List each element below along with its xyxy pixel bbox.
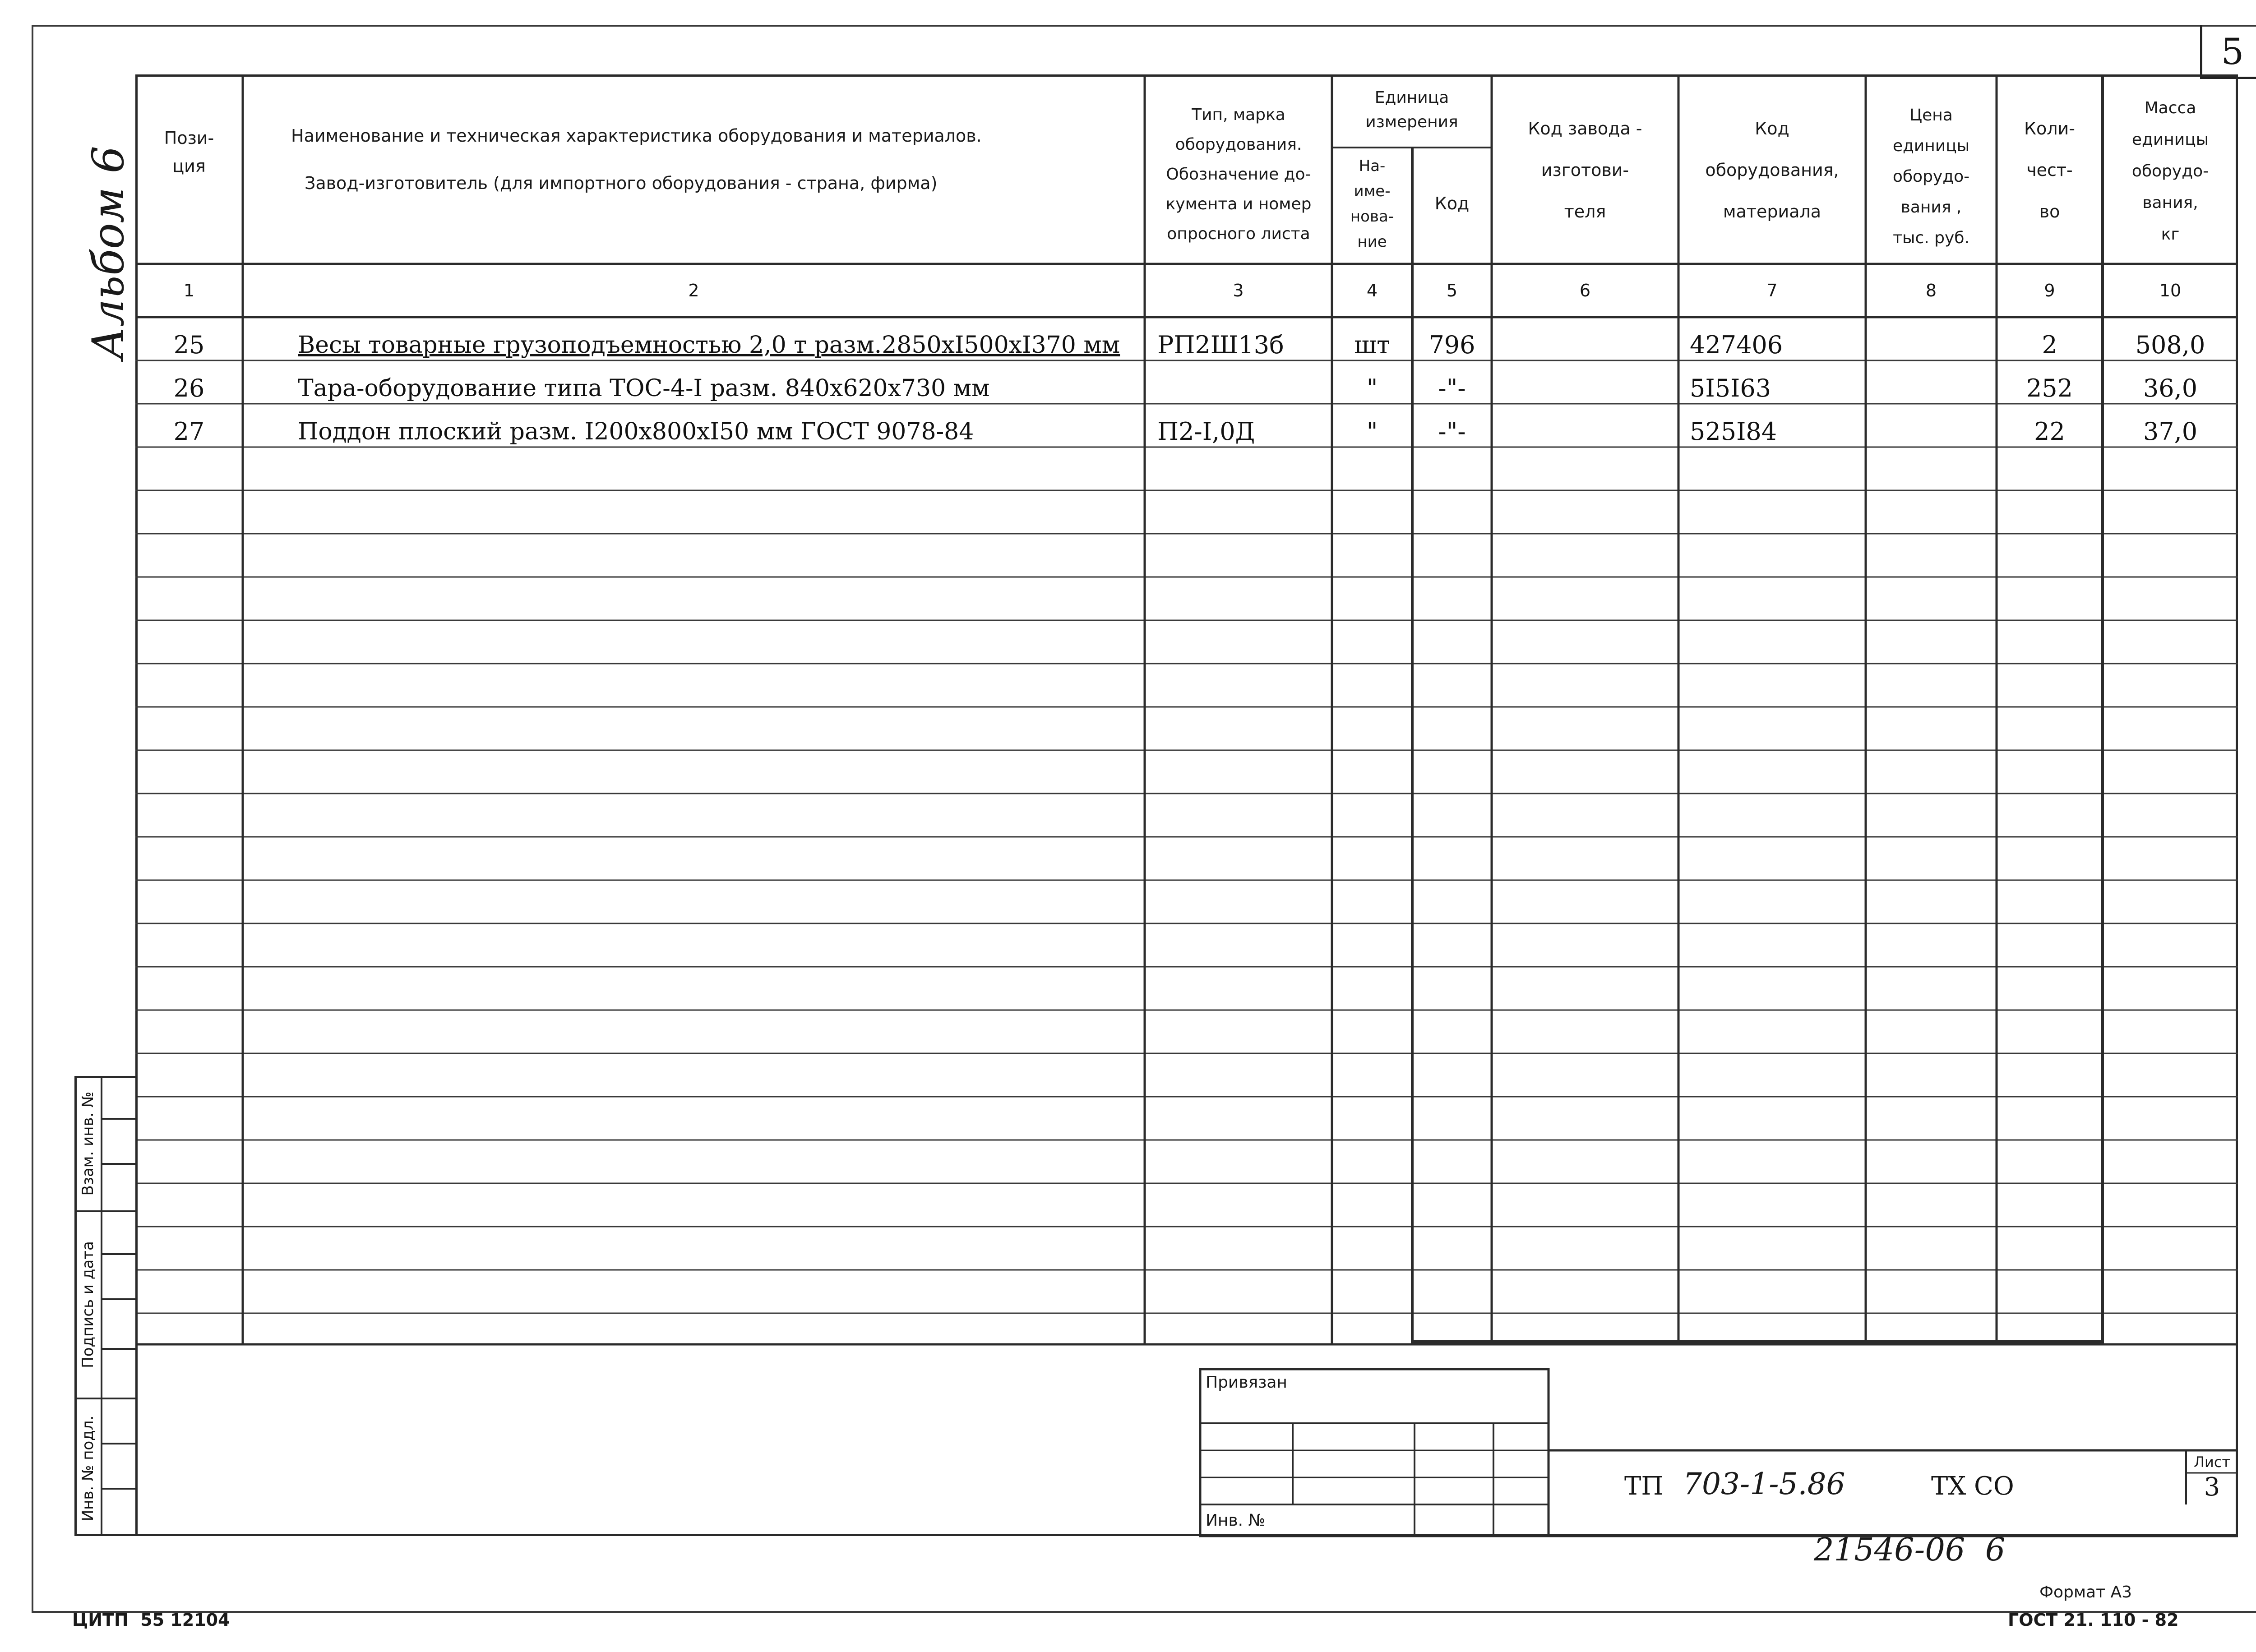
archive-number: 21546-06 6 xyxy=(1814,1531,2006,1568)
table-row-unit-code: -"- xyxy=(1438,374,1466,402)
footer-left: ЦИТП 55 12104 xyxy=(72,1610,230,1630)
table-row-name: Поддон плоский разм. I200х800хI50 мм ГОСТ 9078-84 xyxy=(298,418,974,445)
column-number: 7 xyxy=(1766,281,1778,300)
side-stamp-inv-original: Инв. № подл. xyxy=(79,1415,97,1522)
title-designation-number: 703-1-5.86 xyxy=(1683,1467,1845,1501)
table-row-unit: шт xyxy=(1354,331,1391,359)
header-position: Пози- ция xyxy=(164,128,214,176)
header-mass: Масса единицы оборудо- вания, кг xyxy=(2131,99,2209,244)
title-attached: Привязан xyxy=(1206,1373,1287,1392)
column-number: 6 xyxy=(1579,281,1591,300)
album-note: Альбом 6 xyxy=(83,146,134,360)
header-unit-group: Единица измерения xyxy=(1365,88,1458,131)
title-sheet-value: 3 xyxy=(2204,1472,2220,1502)
column-number: 9 xyxy=(2044,281,2055,300)
column-number: 8 xyxy=(1925,281,1937,300)
table-row-mass: 508,0 xyxy=(2135,331,2205,359)
title-inv-no: Инв. № xyxy=(1206,1511,1266,1530)
header-unit-name: На- име- нова- ние xyxy=(1350,157,1394,251)
header-name-line2: Завод-изготовитель (для импортного оборудования - страна, фирма) xyxy=(305,173,938,193)
table-row-mass: 36,0 xyxy=(2143,374,2198,402)
table-row-qty: 22 xyxy=(2034,417,2065,446)
table-row-type: П2-I,0Д xyxy=(1157,417,1255,446)
table-row-equip-code: 427406 xyxy=(1690,331,1783,359)
table-row-unit: " xyxy=(1366,374,1378,402)
header-type: Тип, марка оборудования. Обозначение до- кумента и номер опросного листа xyxy=(1165,106,1312,243)
footer-gost: ГОСТ 21. 110 - 82 xyxy=(2008,1610,2179,1630)
table-row-equip-code: 5I5I63 xyxy=(1690,374,1771,402)
table-row-pos: 26 xyxy=(173,374,205,402)
header-equip-code: Код оборудования, материала xyxy=(1705,119,1839,221)
side-stamp-replace-inv: Взам. инв. № xyxy=(79,1091,97,1196)
table-row-equip-code: 525I84 xyxy=(1690,417,1777,446)
table-row-unit: " xyxy=(1366,417,1378,446)
column-number: 10 xyxy=(2159,281,2182,300)
footer-format: Формат А3 xyxy=(2039,1583,2132,1601)
header-qty: Коли- чест- во xyxy=(2024,119,2075,221)
column-number: 1 xyxy=(183,281,195,300)
table-row-pos: 27 xyxy=(173,417,205,446)
header-unit-code: Код xyxy=(1434,194,1470,213)
table-row-mass: 37,0 xyxy=(2143,417,2198,446)
table-row-type: РП2Ш13б xyxy=(1157,331,1284,359)
column-number: 3 xyxy=(1233,281,1244,300)
side-stamp-sign-date: Подпись и дата xyxy=(79,1241,97,1368)
column-number: 2 xyxy=(688,281,699,300)
sheet-number: 5 xyxy=(2221,31,2244,73)
table-row-unit-code: 796 xyxy=(1428,331,1475,359)
table-row-name: Весы товарные грузоподъемностью 2,0 т разм.2850хI500хI370 мм xyxy=(298,332,1120,359)
header-name-line1: Наименование и техническая характеристика оборудования и материалов. xyxy=(291,126,982,146)
table-row-name: Тара-оборудование типа ТОС-4-I разм. 840х620х730 мм xyxy=(298,375,990,402)
column-number: 5 xyxy=(1446,281,1458,300)
table-row-pos: 25 xyxy=(173,331,205,359)
table-row-qty: 2 xyxy=(2042,331,2057,359)
title-designation-suffix: ТХ СО xyxy=(1931,1472,2014,1501)
header-price: Цена единицы оборудо- вания , тыс. руб. xyxy=(1892,106,1970,247)
column-number: 4 xyxy=(1366,281,1378,300)
table-row-unit-code: -"- xyxy=(1438,417,1466,446)
table-row-qty: 252 xyxy=(2026,374,2073,402)
title-designation: ТП xyxy=(1624,1472,1664,1501)
header-plant-code: Код завода - изготови- теля xyxy=(1528,119,1642,221)
title-sheet-label: Лист xyxy=(2193,1454,2231,1471)
